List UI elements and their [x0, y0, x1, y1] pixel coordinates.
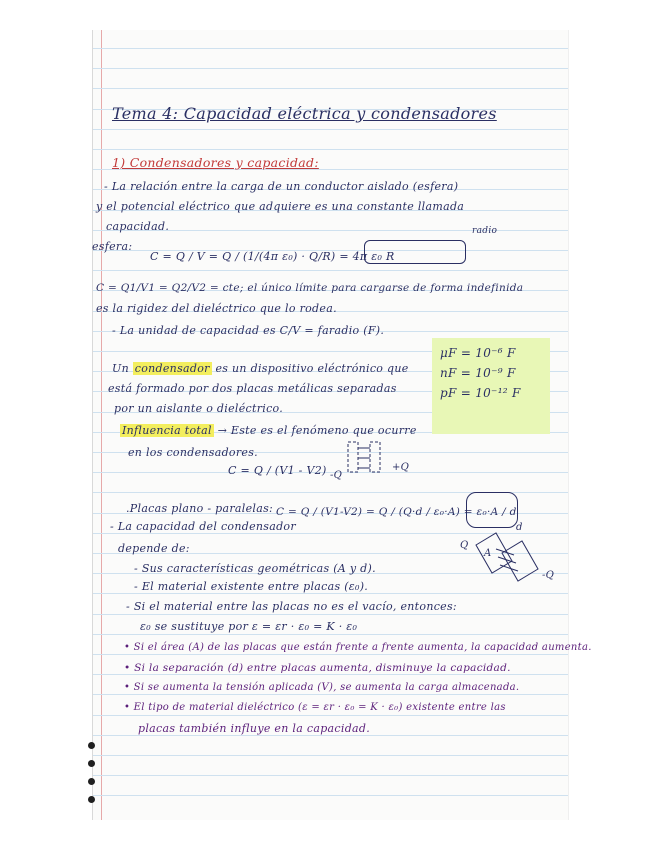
section-heading: 1) Condensadores y capacidad:: [112, 155, 319, 170]
text-line: es la rigidez del dieléctrico que lo rodea.: [96, 302, 337, 315]
placas-heading: .Placas plano - paralelas:: [126, 502, 274, 515]
text-line: en los condensadores.: [128, 446, 258, 459]
figure-minus-q-label: -Q: [542, 570, 555, 581]
esfera-label: esfera:: [92, 240, 133, 253]
figure-q-label: Q: [460, 540, 469, 551]
figure-a-label: A: [484, 548, 492, 559]
binder-hole-icon: [88, 760, 95, 767]
text-line: - La relación entre la carga de un conductor aislado (esfera): [104, 180, 459, 193]
text-line: C = Q1/V1 = Q2/V2 = cte; el único límite para cargarse de forma indefinida: [96, 282, 524, 294]
condensador-line: Un condensador es un dispositivo eléctrónico que: [112, 362, 409, 375]
ruled-line: [93, 775, 568, 776]
influencia-highlight: Influencia total: [122, 424, 212, 437]
binder-hole-icon: [88, 778, 95, 785]
text-line: depende de:: [118, 542, 190, 555]
capacity-formula: C = Q / (V1 - V2): [228, 464, 327, 477]
text-line: está formado por dos placas metálicas separadas: [108, 382, 397, 395]
condensador-highlight: condensador: [134, 362, 210, 375]
ruled-line: [93, 48, 568, 49]
unit-pico: pF = 10⁻¹² F: [440, 386, 521, 400]
esfera-equation: C = Q / V = Q / (1/(4π ε₀) · Q/R) = 4π ε₀ R: [150, 250, 395, 263]
bullet-point: • El tipo de material dieléctrico (ε = εr · ε₀ = K · ε₀) existente entre las: [124, 702, 506, 713]
text-line: ε₀ se sustituye por ε = εr · ε₀ = K · ε₀: [140, 620, 358, 633]
ruled-line: [93, 614, 568, 615]
text-line: por un aislante o dieléctrico.: [114, 402, 284, 415]
units-sticky-note: [432, 338, 550, 434]
ruled-line: [93, 129, 568, 130]
plates-figure-icon: [458, 525, 548, 595]
influencia-line: Influencia total → Este es el fenómeno que ocurre: [122, 424, 417, 437]
text-line: - El material existente entre placas (ε₀).: [134, 580, 369, 593]
ruled-line: [93, 88, 568, 89]
minus-q-label: -Q: [330, 470, 343, 481]
result-box: [364, 240, 466, 264]
placas-equation: C = Q / (V1-V2) = Q / (Q·d / ε₀·A) = ε₀·A / d: [276, 506, 517, 518]
page-title: Tema 4: Capacidad eléctrica y condensadores: [112, 104, 497, 123]
binder-hole-icon: [88, 796, 95, 803]
text-line: - La unidad de capacidad es C/V = faradio (F).: [112, 324, 385, 337]
ruled-line: [93, 149, 568, 150]
ruled-line: [93, 634, 568, 635]
result-box: [466, 492, 518, 528]
ruled-line: [93, 68, 568, 69]
unit-nano: nF = 10⁻⁹ F: [440, 366, 516, 380]
ruled-line: [93, 795, 568, 796]
text-line: capacidad.: [106, 220, 170, 233]
bullet-point: placas también influye en la capacidad.: [138, 722, 371, 735]
text-line: - Si el material entre las placas no es el vacío, entonces:: [126, 600, 457, 613]
ruled-line: [93, 715, 568, 716]
ruled-line: [93, 654, 568, 655]
ruled-line: [93, 694, 568, 695]
unit-micro: μF = 10⁻⁶ F: [440, 346, 516, 360]
bullet-point: • Si la separación (d) entre placas aumenta, disminuye la capacidad.: [124, 662, 511, 674]
ruled-line: [93, 755, 568, 756]
binder-hole-icon: [88, 742, 95, 749]
text-line: - Sus características geométricas (A y d).: [134, 562, 376, 575]
text-line: - La capacidad del condensador: [110, 520, 296, 533]
radio-label: radio: [472, 226, 498, 236]
plus-q-label: +Q: [392, 462, 410, 473]
figure-d-label: d: [516, 522, 523, 533]
bullet-point: • Si el área (A) de las placas que están frente a frente aumenta, la capacidad aumenta.: [124, 642, 592, 653]
ruled-line: [93, 270, 568, 271]
bullet-point: • Si se aumenta la tensión aplicada (V), se aumenta la carga almacenada.: [124, 682, 520, 693]
ruled-line: [93, 674, 568, 675]
text-line: y el potencial eléctrico que adquiere es una constante llamada: [96, 200, 465, 213]
